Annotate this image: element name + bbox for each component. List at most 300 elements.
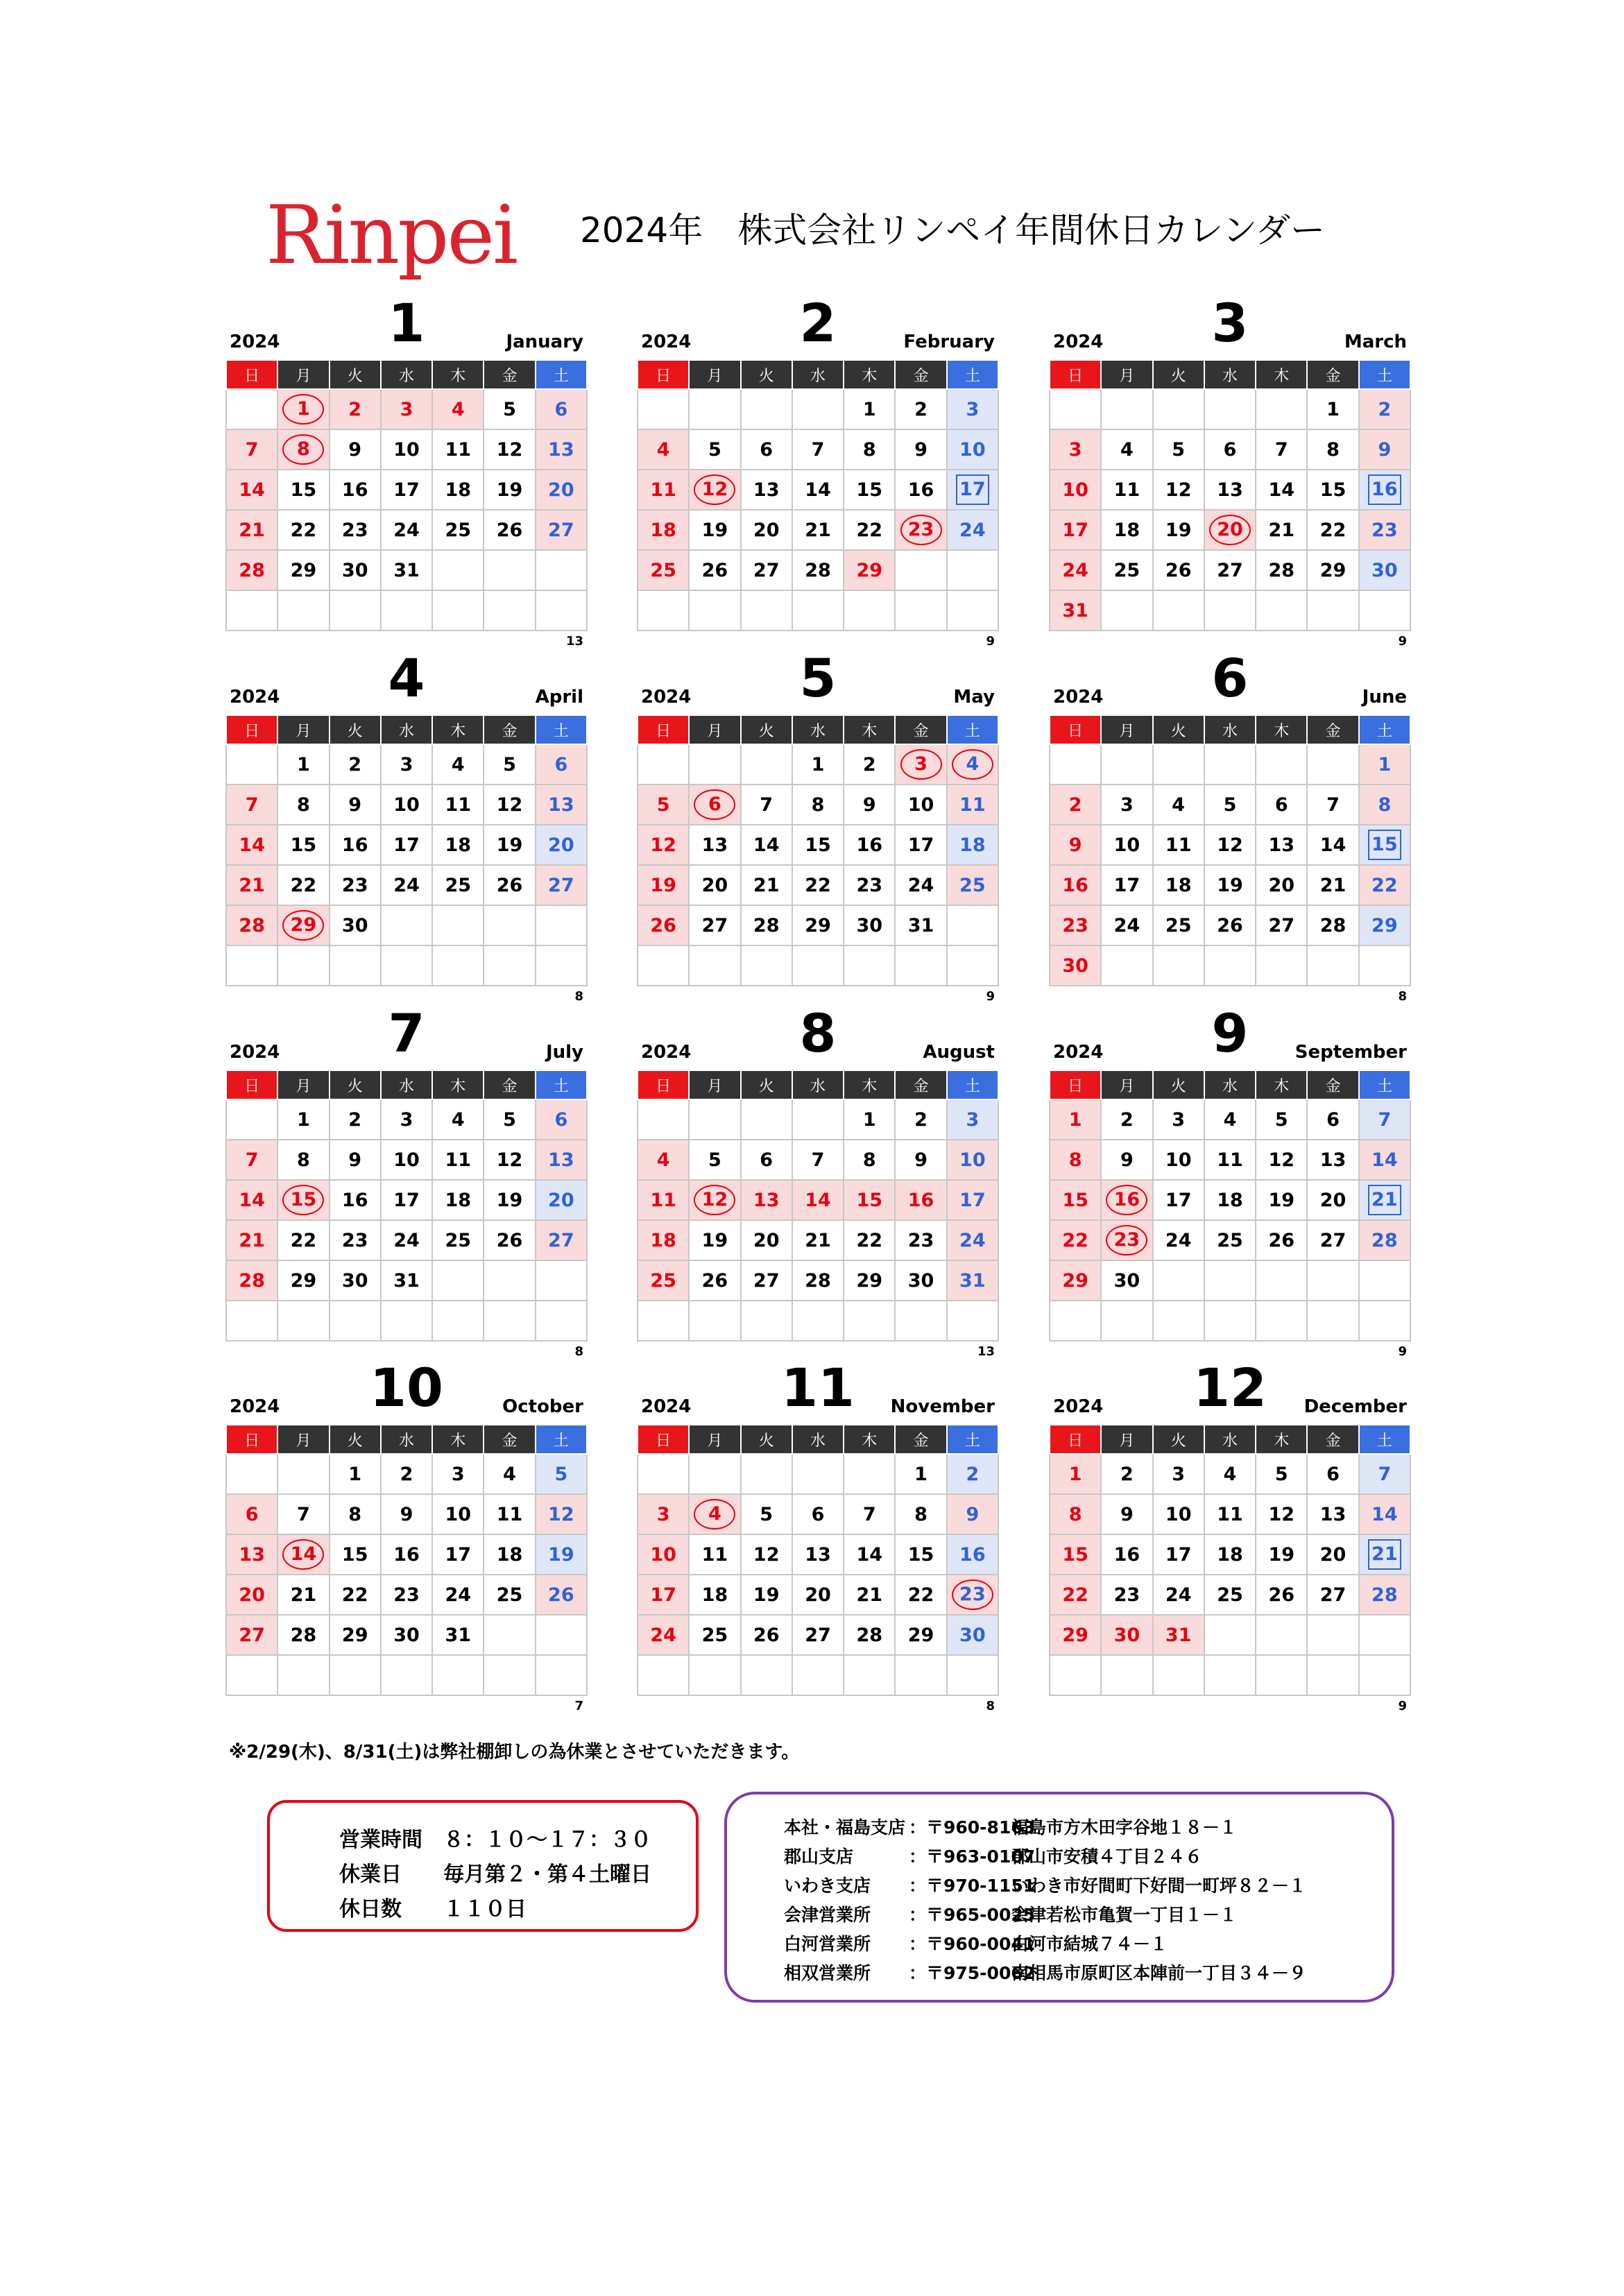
day-number: 4: [1172, 794, 1186, 816]
day-number: 12: [650, 834, 676, 856]
day-number: 19: [496, 834, 523, 856]
day-number: 29: [1062, 1269, 1088, 1292]
month-calendar: [225, 647, 588, 1049]
day-cell: [1204, 470, 1256, 510]
day-number: 10: [393, 794, 420, 816]
day-number: 22: [1062, 1229, 1088, 1251]
month-table: [225, 714, 588, 986]
day-cell: [638, 1260, 689, 1301]
weekday-header: 水: [1204, 1070, 1256, 1099]
weekday-header: 金: [895, 1425, 946, 1454]
day-cell: [844, 744, 895, 785]
empty-cell: [381, 945, 432, 986]
empty-cell: [432, 945, 484, 986]
empty-cell: [792, 1301, 844, 1341]
empty-cell: [689, 744, 740, 785]
day-cell: [1256, 1220, 1307, 1260]
day-cell: [484, 1099, 535, 1140]
day-cell: [1050, 550, 1101, 590]
day-number: 31: [959, 1269, 986, 1292]
business-hours-row: [339, 1822, 651, 1853]
day-cell: [1359, 429, 1410, 470]
day-cell: [895, 1099, 946, 1140]
day-cell: [277, 865, 329, 905]
day-cell: [895, 389, 946, 429]
day-number: 1: [1068, 1108, 1082, 1131]
day-cell: [689, 905, 740, 945]
day-cell: [381, 550, 432, 590]
day-number: 28: [753, 914, 780, 936]
day-number: 24: [445, 1584, 472, 1606]
day-number: 18: [445, 479, 472, 501]
day-cell: [792, 825, 844, 865]
empty-cell: [638, 945, 689, 986]
weekday-header: 日: [1050, 715, 1101, 744]
weekday-header: 金: [484, 715, 535, 744]
day-number: 30: [1113, 1269, 1140, 1292]
circled-holiday: 1: [282, 394, 324, 425]
day-cell: [1256, 1180, 1307, 1220]
day-number: 24: [650, 1624, 676, 1646]
day-number: 5: [760, 1503, 773, 1525]
month-name: October: [502, 1396, 583, 1417]
day-number: 25: [959, 874, 986, 896]
boxed-workday: 21: [1368, 1185, 1401, 1215]
day-number: 19: [548, 1543, 574, 1566]
circled-holiday: 4: [694, 1499, 735, 1530]
day-cell: [1204, 1140, 1256, 1180]
empty-cell: [277, 1454, 329, 1494]
empty-cell: [226, 945, 277, 986]
office-row: [784, 1814, 1237, 1839]
empty-cell: [1307, 1260, 1358, 1301]
day-cell: [1153, 550, 1204, 590]
circled-holiday: 15: [282, 1185, 324, 1215]
day-number: 26: [496, 874, 523, 896]
day-cell: [689, 1220, 740, 1260]
day-cell: [947, 1140, 998, 1180]
weekday-header: 月: [689, 1425, 740, 1454]
circled-holiday: 20: [1209, 515, 1251, 545]
office-name: 本社・福島支店: [784, 1817, 906, 1837]
empty-cell: [844, 1454, 895, 1494]
empty-cell: [536, 905, 587, 945]
day-cell: [638, 510, 689, 550]
empty-cell: [844, 945, 895, 986]
day-number: 19: [650, 874, 676, 896]
day-number: 14: [753, 834, 780, 856]
day-cell: [536, 1494, 587, 1534]
weekday-header: 月: [1101, 1425, 1152, 1454]
empty-cell: [277, 1655, 329, 1695]
day-cell: [536, 470, 587, 510]
empty-cell: [330, 1655, 381, 1695]
empty-cell: [741, 1099, 792, 1140]
circled-holiday: 12: [694, 474, 735, 505]
day-cell: [689, 1534, 740, 1575]
weekday-header: 日: [638, 1425, 689, 1454]
day-number: 23: [1062, 914, 1088, 936]
day-number: 25: [496, 1584, 523, 1606]
empty-cell: [277, 1301, 329, 1341]
day-number: 7: [245, 794, 259, 816]
day-number: 4: [451, 753, 465, 776]
weekday-header: 水: [1204, 360, 1256, 389]
empty-cell: [484, 1615, 535, 1655]
day-cell: [381, 1575, 432, 1615]
day-cell: [330, 905, 381, 945]
day-number: 12: [548, 1503, 574, 1525]
day-number: 23: [393, 1584, 420, 1606]
day-number: 19: [1268, 1189, 1295, 1211]
day-cell: [741, 1220, 792, 1260]
empty-cell: [1153, 945, 1204, 986]
day-number: 24: [1113, 914, 1140, 936]
day-number: 12: [1165, 479, 1192, 501]
day-cell: [1256, 1454, 1307, 1494]
day-number: 14: [805, 1189, 831, 1211]
day-number: 17: [393, 1189, 420, 1211]
month-header: [225, 292, 588, 359]
day-number: 3: [1068, 438, 1082, 461]
month-table: [637, 1070, 999, 1342]
empty-cell: [1101, 744, 1152, 785]
day-number: 2: [1378, 398, 1392, 420]
day-number: 1: [297, 1108, 310, 1131]
day-cell: [1359, 865, 1410, 905]
office-address: 会津若松市亀賀一丁目１－１: [1011, 1905, 1238, 1925]
month-calendar: [225, 292, 588, 694]
day-number: 22: [856, 1229, 883, 1251]
day-cell: [1101, 1575, 1152, 1615]
empty-cell: [484, 550, 535, 590]
day-number: 30: [341, 914, 368, 936]
weekday-header: 火: [1153, 1425, 1204, 1454]
day-number: 21: [1319, 874, 1347, 896]
day-number: 23: [341, 1229, 368, 1251]
empty-cell: [947, 1301, 998, 1341]
empty-cell: [381, 1655, 432, 1695]
day-cell: [484, 744, 535, 785]
empty-cell: [947, 945, 998, 986]
circled-holiday: 23: [952, 1579, 993, 1610]
day-number: 16: [1113, 1543, 1140, 1566]
day-number: 6: [1326, 1463, 1340, 1485]
day-cell: [1153, 1220, 1204, 1260]
day-cell: [1204, 1180, 1256, 1220]
month-table: [225, 1070, 588, 1342]
day-cell: [1359, 1454, 1410, 1494]
circled-holiday: 6: [694, 789, 735, 820]
day-number: 10: [1113, 834, 1140, 856]
day-cell: [844, 389, 895, 429]
day-number: 21: [805, 1229, 831, 1251]
day-cell: [895, 1494, 946, 1534]
empty-cell: [226, 1301, 277, 1341]
day-cell: [432, 865, 484, 905]
day-cell: [277, 470, 329, 510]
day-cell: [638, 865, 689, 905]
day-cell: [277, 785, 329, 825]
day-cell: [1256, 429, 1307, 470]
day-number: 1: [1378, 753, 1392, 776]
day-cell: [277, 1494, 329, 1534]
day-cell: [844, 1575, 895, 1615]
day-number: 25: [701, 1624, 728, 1646]
day-number: 5: [503, 753, 516, 776]
day-number: 28: [856, 1624, 883, 1646]
day-cell: [792, 1220, 844, 1260]
day-cell: [844, 1260, 895, 1301]
day-cell: [1359, 1180, 1410, 1220]
day-cell: [330, 389, 381, 429]
day-number: 27: [548, 874, 574, 896]
day-cell: [844, 470, 895, 510]
day-cell: [226, 1140, 277, 1180]
day-cell: [381, 744, 432, 785]
empty-cell: [1050, 1301, 1101, 1341]
empty-cell: [792, 389, 844, 429]
weekday-header: 金: [895, 1070, 946, 1099]
empty-cell: [226, 590, 277, 631]
empty-cell: [638, 744, 689, 785]
empty-cell: [330, 1301, 381, 1341]
empty-cell: [1050, 744, 1101, 785]
day-number: 11: [1113, 479, 1140, 501]
day-cell: [536, 744, 587, 785]
day-number: 11: [1217, 1503, 1243, 1525]
month-calendar: [637, 292, 999, 694]
empty-cell: [947, 550, 998, 590]
day-number: 19: [496, 1189, 523, 1211]
month-holiday-count: 13: [977, 1344, 995, 1359]
day-cell: [330, 1534, 381, 1575]
month-header: [1049, 292, 1411, 359]
day-cell: [484, 470, 535, 510]
empty-cell: [741, 945, 792, 986]
day-number: 8: [1326, 438, 1340, 461]
day-number: 10: [959, 1149, 986, 1171]
day-number: 29: [856, 1269, 883, 1292]
weekday-header: 金: [895, 715, 946, 744]
day-cell: [277, 1220, 329, 1260]
day-number: 19: [496, 479, 523, 501]
month-number: 7: [388, 1002, 425, 1064]
day-number: 23: [341, 519, 368, 541]
day-number: 29: [290, 1269, 317, 1292]
circled-holiday: 3: [900, 749, 942, 780]
empty-cell: [432, 1301, 484, 1341]
day-cell: [1153, 1494, 1204, 1534]
day-number: 17: [1165, 1189, 1192, 1211]
day-cell: [277, 744, 329, 785]
day-cell: [1050, 1454, 1101, 1494]
day-number: 26: [496, 1229, 523, 1251]
month-calendar: [1049, 647, 1411, 1049]
day-cell: [536, 510, 587, 550]
empty-cell: [844, 1301, 895, 1341]
day-cell: [895, 825, 946, 865]
empty-cell: [1204, 744, 1256, 785]
day-number: 10: [650, 1543, 676, 1566]
empty-cell: [1204, 1615, 1256, 1655]
empty-cell: [895, 590, 946, 631]
month-number: 5: [799, 647, 837, 709]
day-cell: [1307, 1140, 1358, 1180]
day-number: 11: [959, 794, 986, 816]
day-cell: [1101, 1260, 1152, 1301]
day-number: 25: [1165, 914, 1192, 936]
month-number: 4: [388, 647, 425, 709]
day-cell: [638, 550, 689, 590]
empty-cell: [1153, 744, 1204, 785]
empty-cell: [536, 590, 587, 631]
month-number: 10: [370, 1357, 443, 1419]
day-cell: [792, 429, 844, 470]
day-cell: [1204, 825, 1256, 865]
day-number: 17: [393, 834, 420, 856]
holiday-count-label: 休日数: [339, 1897, 402, 1921]
day-number: 16: [341, 834, 368, 856]
day-number: 13: [1268, 834, 1295, 856]
day-number: 15: [856, 1189, 883, 1211]
day-cell: [1256, 1494, 1307, 1534]
day-cell: [1153, 429, 1204, 470]
empty-cell: [432, 905, 484, 945]
month-year: 2024: [641, 1042, 692, 1063]
day-number: 21: [239, 519, 265, 541]
empty-cell: [484, 590, 535, 631]
empty-cell: [689, 1454, 740, 1494]
weekday-header: 土: [1359, 715, 1410, 744]
day-cell: [1204, 905, 1256, 945]
day-number: 6: [554, 398, 568, 420]
office-name: 会津営業所: [784, 1905, 871, 1925]
day-number: 29: [907, 1624, 934, 1646]
circled-holiday: 23: [900, 515, 942, 545]
weekday-header: 日: [226, 715, 277, 744]
day-cell: [895, 785, 946, 825]
empty-cell: [689, 590, 740, 631]
month-year: 2024: [1053, 1396, 1104, 1417]
circled-holiday: 23: [1106, 1225, 1147, 1256]
day-cell: [1101, 470, 1152, 510]
day-cell: [792, 1575, 844, 1615]
day-cell: [895, 1615, 946, 1655]
day-cell: [432, 1180, 484, 1220]
month-name: August: [923, 1042, 995, 1063]
day-number: 31: [1165, 1624, 1192, 1646]
day-number: 28: [1371, 1584, 1398, 1606]
day-number: 24: [1062, 559, 1088, 581]
day-cell: [1204, 1099, 1256, 1140]
weekday-header: 月: [277, 1425, 329, 1454]
empty-cell: [792, 1454, 844, 1494]
circled-holiday: 4: [952, 749, 993, 780]
day-number: 12: [1268, 1149, 1295, 1171]
day-number: 12: [1217, 834, 1243, 856]
day-number: 10: [1062, 479, 1088, 501]
day-number: 5: [554, 1463, 568, 1485]
day-number: 3: [400, 753, 413, 776]
month-name: January: [506, 332, 583, 352]
circled-holiday: 8: [282, 434, 324, 465]
day-cell: [226, 1494, 277, 1534]
day-cell: [432, 429, 484, 470]
day-number: 29: [1371, 914, 1398, 936]
day-cell: [1204, 785, 1256, 825]
month-name: February: [903, 332, 995, 352]
day-cell: [432, 1575, 484, 1615]
month-holiday-count: 9: [986, 989, 995, 1004]
month-year: 2024: [641, 332, 692, 352]
day-number: 2: [862, 753, 876, 776]
office-address: 郡山市安積４丁目２４６: [1011, 1847, 1203, 1867]
day-cell: [330, 1220, 381, 1260]
day-number: 8: [862, 1149, 876, 1171]
empty-cell: [277, 945, 329, 986]
day-number: 21: [805, 519, 831, 541]
day-cell: [947, 1494, 998, 1534]
empty-cell: [689, 945, 740, 986]
boxed-workday: 16: [1368, 474, 1401, 505]
day-cell: [1307, 1494, 1358, 1534]
day-number: 3: [966, 1108, 980, 1131]
empty-cell: [536, 1301, 587, 1341]
day-cell: [741, 429, 792, 470]
day-number: 5: [503, 398, 516, 420]
weekday-header: 木: [432, 715, 484, 744]
empty-cell: [536, 1615, 587, 1655]
day-cell: [381, 1220, 432, 1260]
month-holiday-count: 7: [574, 1699, 583, 1713]
empty-cell: [1153, 389, 1204, 429]
day-number: 20: [548, 1189, 574, 1211]
day-number: 28: [1268, 559, 1295, 581]
day-number: 7: [245, 438, 259, 461]
empty-cell: [947, 590, 998, 631]
day-number: 14: [856, 1543, 883, 1566]
day-number: 22: [290, 874, 317, 896]
day-number: 20: [701, 874, 728, 896]
day-number: 27: [548, 519, 574, 541]
month-name: April: [535, 687, 583, 708]
day-cell: [277, 825, 329, 865]
month-number: 11: [781, 1357, 855, 1419]
day-number: 7: [1378, 1463, 1392, 1485]
day-cell: [536, 1575, 587, 1615]
weekday-header: 木: [844, 715, 895, 744]
day-cell: [381, 1099, 432, 1140]
month-table: [1049, 359, 1411, 631]
empty-cell: [1359, 590, 1410, 631]
day-cell: [1101, 1534, 1152, 1575]
day-cell: [484, 1534, 535, 1575]
day-cell: [1050, 1534, 1101, 1575]
day-cell: [1153, 470, 1204, 510]
day-cell: [741, 1534, 792, 1575]
day-number: 15: [290, 834, 317, 856]
day-cell: [1153, 825, 1204, 865]
day-cell: [947, 1260, 998, 1301]
day-number: 11: [1217, 1149, 1243, 1171]
day-cell: [689, 1575, 740, 1615]
day-number: 13: [701, 834, 728, 856]
day-cell: [1307, 905, 1358, 945]
day-cell: [1153, 1575, 1204, 1615]
day-number: 26: [548, 1584, 574, 1606]
day-number: 5: [708, 438, 721, 461]
